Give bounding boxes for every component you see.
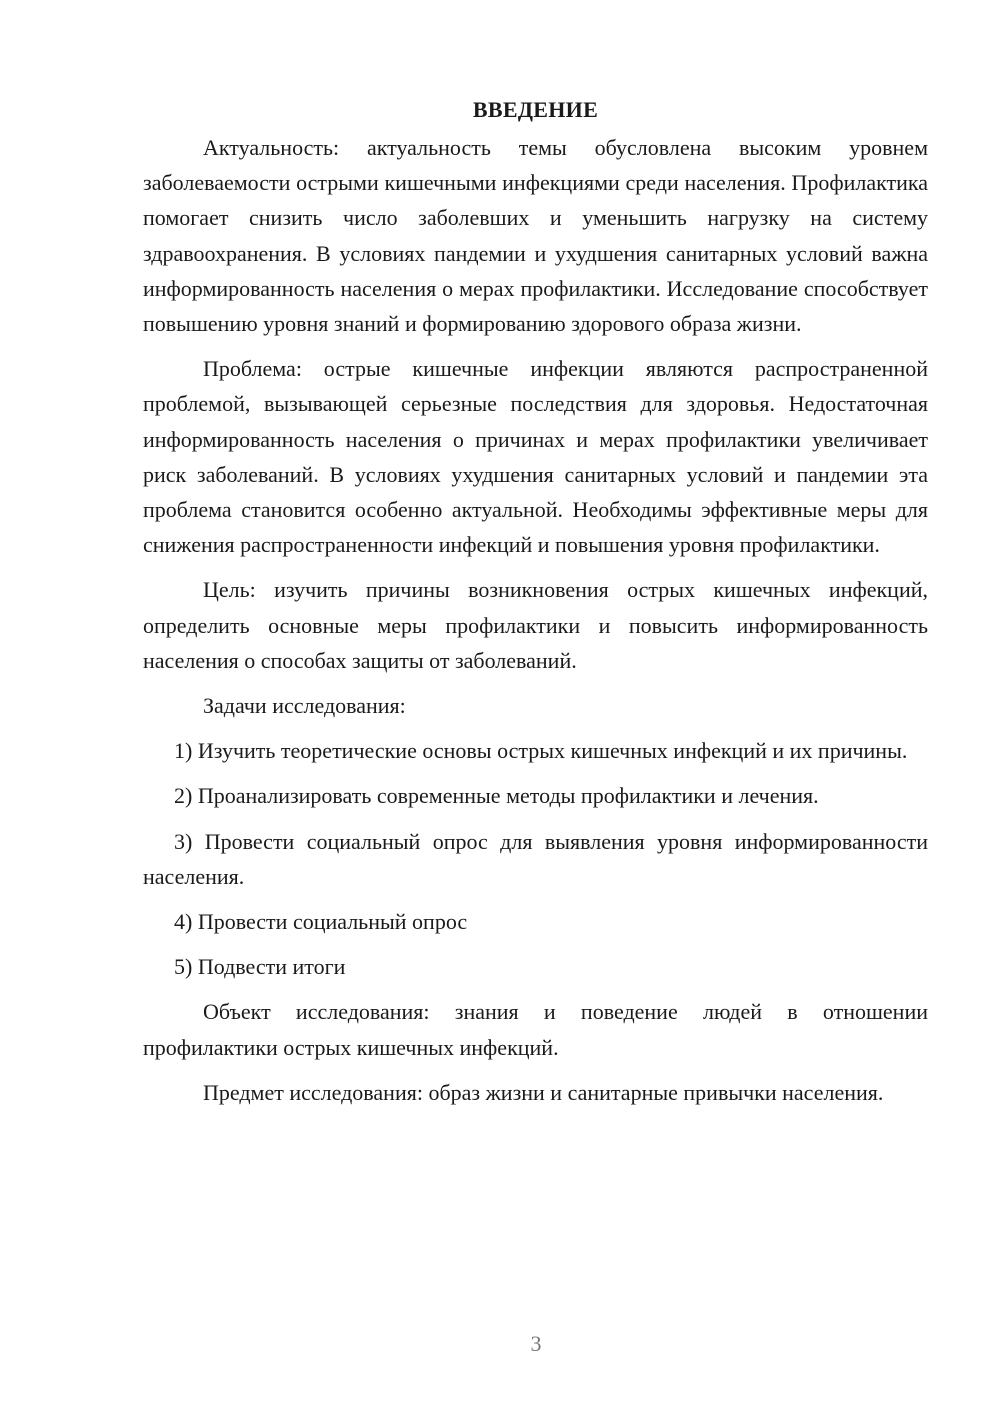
page-number: 3 [530,1331,542,1356]
page-title: ВВЕДЕНИЕ [472,97,599,122]
list-item: 1) Изучить теоретические основы острых кишечных инфекций и их причины. [174,738,908,764]
paragraph-goal: Цель: изучить причины возникновения острых кишечных инфекций, определить основные меры профилактики и повысить информированность населения о способах защиты от заболеваний. [143,577,928,673]
list-item: 5) Подвести итоги [174,954,346,980]
list-item: 3) Провести социальный опрос для выявления уровня информированности населения. [143,828,928,889]
tasks-heading: Задачи исследования: [203,693,406,719]
paragraph-problem: Проблема: острые кишечные инфекции являются распространенной проблемой, вызывающей серьезные последствия для здоровья. Недостаточная информированность населения о причинах и мерах профилактики увеличивает риск заболеваний. В условиях ухудшения санитарных условий и пандемии эта проблема становится особенно актуальной. Необходимы эффективные меры для снижения распространенности инфекций и повышения уровня профилактики. [143,356,928,558]
page-content [143,92,928,1110]
paragraph-subject: Предмет исследования: образ жизни и санитарные привычки населения. [203,1079,884,1105]
list-item: 2) Проанализировать современные методы профилактики и лечения. [174,783,819,809]
paragraph-object: Объект исследования: знания и поведение людей в отношении профилактики острых кишечных инфекций. [143,999,928,1060]
list-item: 4) Провести социальный опрос [174,909,468,935]
tasks-list [143,733,928,984]
paragraph-relevance: Актуальность: актуальность темы обусловлена высоким уровнем заболеваемости острыми кишечными инфекциями среди населения. Профилактика помогает снизить число заболевших и уменьшить нагрузку на систему здравоохранения. В условиях пандемии и ухудшения санитарных условий важна информированность населения о мерах профилактики. Исследование способствует повышению уровня знаний и формированию здорового образа жизни. [143,135,928,337]
